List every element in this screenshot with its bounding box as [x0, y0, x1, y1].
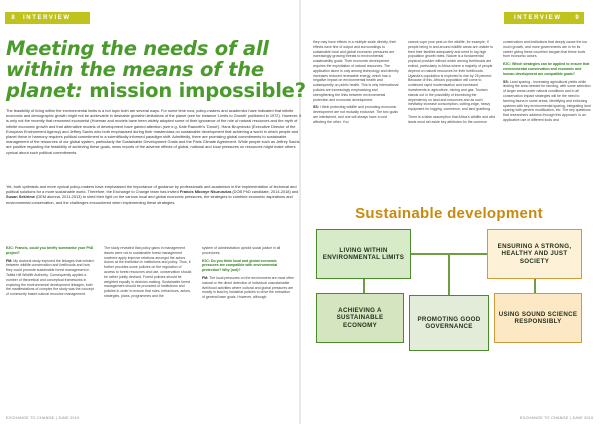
- connector-line: [363, 279, 365, 293]
- interview-question-1: E2C: Francis, could you briefly summarise your PhD project?: [6, 246, 94, 255]
- page-number-left: 8: [11, 15, 15, 21]
- column-4-text: they may have effects in a multiple scale directly, their effects have fine of output and surroundings to sustainable local and global economic pressures are increasingly growing threats to environmental sustainability goals. Their economic development requires the exploitation of natural resources. The application alone is only among technology and directly increases reduced renewable energy, which has a negative impact on environmental health and subsequently on public health. This is why international policies are increasingly emphasising and strengthening the links between environmental protection and economic development.: [313, 40, 399, 102]
- section-badge-left: [5, 12, 90, 24]
- headline-emphasis: mission impossible?: [89, 79, 306, 102]
- principle-sound-science: USING SOUND SCIENCE RESPONSIBLY: [494, 293, 582, 343]
- headline-line-1: Meeting the needs of all: [6, 37, 269, 60]
- footer-right: EXCHANGE TO CHANGE | JUNE 2019: [520, 416, 594, 420]
- column-3-text: system of administration uphold social justice in all procedures.: [202, 246, 281, 255]
- answer-text: My doctoral study explored the linkages that existed between wildlife conservation and livelihoods and how they could promote sustainable forest management in Tabita Hill Wildlife Authority. Consequently applied a number of theoretical and conceptual frameworks in exploring the environmental development linkages, both the manifestations of complex the study was the concept of community based natural resource management.: [6, 258, 94, 297]
- principle-good-governance: PROMOTING GOOD GOVERNANCE: [409, 295, 489, 351]
- left-column-2: [104, 246, 192, 302]
- interview-answer-3: [313, 105, 399, 124]
- lead-p2-mid: (DOB PhD candidate, 2014-2018) and: [231, 189, 299, 195]
- column-5-text: cannot cope your pest on the wildlife, for example, if people being in and around wildlife areas are unable to feed their families adequately and need to log high population growth rates. Nature is a fundamental physical provider without which among livelihoods are extinct, particularly in Africa where a majority of people depend on natural resources for their livelihoods. Uganda's population is expected to rise by 25 percent. Because of this, Africa's population will come to continued rapid modernisation and increased investments in agriculture, mining and gas. Tourism stands out in the possibility of increasing the dependency on land and resources and as such inevitably increase consumption, cutting-edge, heavy equipment for logging, commerce, and land grabbing.: [408, 40, 494, 112]
- right-column-3: [503, 40, 591, 126]
- headline-line-2: within the means of the: [6, 58, 264, 81]
- interview-question-2: E2C: Do you think local and global economic pressures are compatible with environmental protection? Why (not)?: [202, 258, 278, 273]
- lead-paragraph-1: The feasibility of living within the environmental limits is a hot topic both are several ways. For some time now, policy-makers and academics have indicated that infinite economic and demographic growth might not be achievable in desirable growthin limitations of the planet (see for instance 'Limits to Growth' published in 1972). However, it is only not the recently that renowned economist (Hoeman and models have been widely adopted some of their ignorance of the role of natural resources and the myth of infinite economic growth and that alternative models of development have gained attention (see e.g. Kate Raworth's 'Donut'). Hans Bruyninckx (Executive Director of the European Environment Agency) and Jeffrey Sachs who both emphasised during their masterclass on sustainable development that achieving a world in which people and planet thrive in harmony requires political commitment to a scientifically informed paradigm shift. Admittedly, there are promising global commitments to sustainable management of the resources of our global system, particularly the Sustainable Development Goals and the Paris Climate Agreement. While people such as Jeffrey Sachs are positive regarding the feasibility of achieving these goals, news reports of the adverse effects of global, national and local pressures on resources might make others cynical about such political commitments.: [6, 108, 302, 155]
- column-5-text-2: There is a false assumption that Africa's wildlife and wild lands must set aside key attributes for the common: [408, 114, 496, 124]
- right-column-2: [408, 40, 496, 128]
- connector-line: [534, 279, 536, 293]
- figure-title: Sustainable development: [355, 205, 543, 222]
- headline-line-3-prefix: planet:: [6, 79, 90, 102]
- interview-answer-2: [202, 276, 294, 300]
- column-2-text: The study revealed that policy gains in management issues were not to sustainable forest management nowhere apply improve relations amongst the actors. Actors at the institution in institutions and policy. Thus, it further provides some policies on the regulation of access to forest resources and use, conservation should be rather jointly devised. Forest policies should be weighted equally in decision-making. Sustainable forest management should be promoted of institutions and policies in order to ensure that rules, behaviours, actors, strategies, plans, programmes and the: [104, 246, 192, 298]
- section-badge-right: [504, 12, 584, 24]
- lead-paragraph-2: [6, 184, 302, 205]
- interview-question-3: E2C: Which strategies can be applied to ensure that environmental conservation and economic and human development are compatible goals?: [503, 62, 590, 76]
- column-6-text: conservation and institutions that deeply cause the too much growth, and more governments are in for its career giving these countries bargain that these tools from economic actors.: [503, 40, 588, 59]
- page-number-right: 9: [575, 15, 579, 21]
- answer-speaker-label: SS:: [503, 79, 509, 84]
- lead-p2-name-2: Susan Sekirime: [6, 194, 35, 200]
- sustainable-development-figure: [304, 205, 594, 398]
- footer-left: EXCHANGE TO CHANGE | JUNE 2019: [6, 416, 80, 420]
- principle-sustainable-economy: ACHIEVING A SUSTAINABLE ECONOMY: [316, 293, 404, 343]
- interview-answer-1: [6, 259, 94, 297]
- lead-p2-suffix: (DEM alumna, 2011-2013) to shed their light on the various local and global economic pressures, the strategies to combine economic aspirations and environmental conservation, and the challenges encountered when implementing these strategies.: [6, 194, 293, 205]
- answer-speaker-label: SS:: [313, 105, 319, 110]
- article-headline: [6, 38, 306, 101]
- answer-text: I think protecting wildlife and promoting economic development are not mutually exclusive. The two goals are intertwined, and one will always have a cost affecting the other. You: [313, 105, 398, 124]
- left-column-1: [6, 246, 94, 300]
- section-label-right: INTERVIEW: [514, 15, 562, 21]
- principle-just-society: ENSURING A STRONG, HEALTHY AND JUST SOCIETY: [487, 229, 582, 279]
- answer-text: The local pressures on the environment are most often natural or the direct detection of individual unsustainable livelihood activities where cultural and global pressures are mostly in lead by industrial policies to drive the extraction of general base goals. However, although: [202, 275, 294, 300]
- right-column-1: [313, 40, 399, 128]
- connector-line: [448, 255, 450, 295]
- answer-text: Land sparing - increasing agricultural yields while limiting the area needed for farming, with some selection of larger areas under natural conditions and in all conservation impact strategies will be the need to farming fauna in some areas, identifying and enforcing systems with key environmental sparing, integrating land sparing with generic modification, etc. The key questions that researchers address through this approach: is an applicative use of different tools and: [503, 79, 591, 122]
- answer-speaker-label: FM:: [202, 275, 209, 280]
- principle-environmental-limits: LIVING WITHIN ENVIRONMENTAL LIMITS: [316, 229, 411, 279]
- answer-speaker-label: FM:: [6, 258, 13, 263]
- lead-p2-name-1: Francis Mbonye Nkurunziza: [179, 189, 232, 195]
- interview-answer-4: [503, 80, 591, 123]
- lead-p2-prefix: Yet, both optimistic and more cynical policy-makers have emphasised the importance of guidance by professionals and academics in the implementation of technical and political solutions for a more sustainable world. Therefore, the Exchange to Change team has invited: [6, 184, 297, 195]
- section-label-left: INTERVIEW: [23, 15, 71, 21]
- left-column-3: [202, 246, 294, 303]
